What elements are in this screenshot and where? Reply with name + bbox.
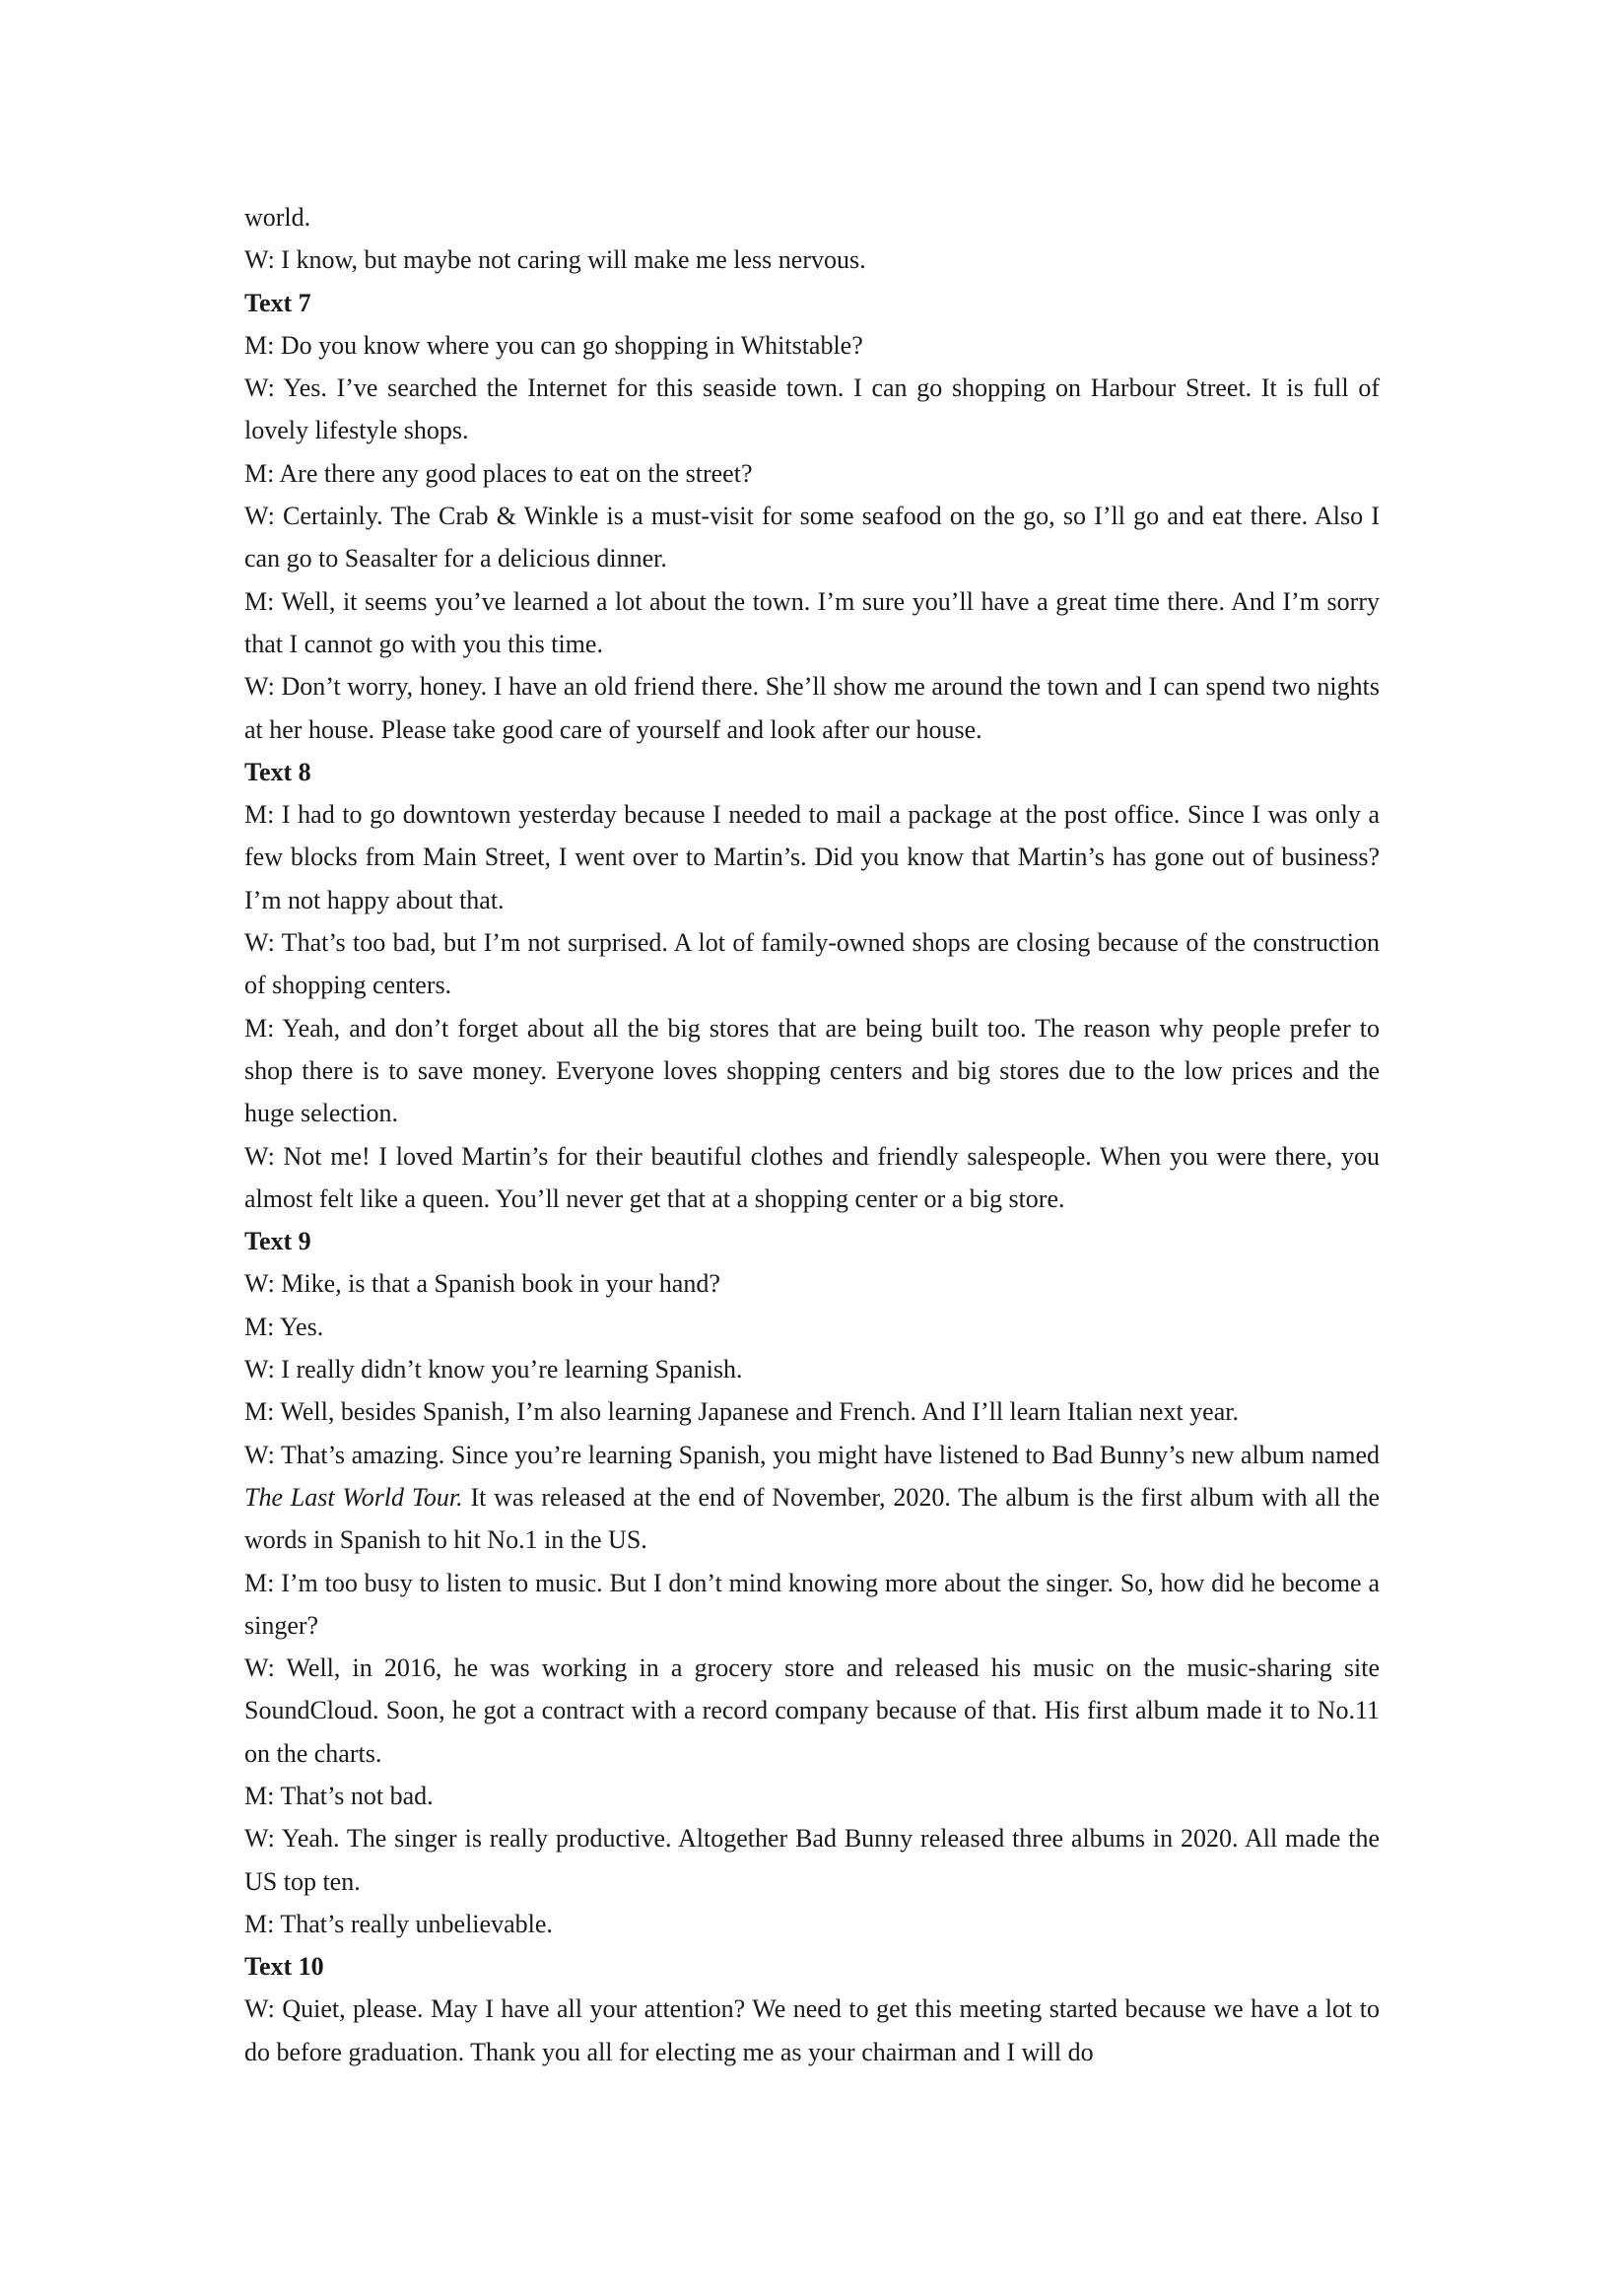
paragraph: M: That’s really unbelievable. xyxy=(244,1909,553,1938)
paragraph: M: Are there any good places to eat on the street? xyxy=(244,458,753,488)
paragraph: W: Mike, is that a Spanish book in your hand? xyxy=(244,1269,720,1299)
paragraph: W: Well, in 2016, he was working in a grocery store and released his music on the music-sharing site SoundCloud. Soon, he got a contract with a record company because of that. His first album made it to No.11 on the charts. xyxy=(244,1653,1380,1768)
album-title: The Last World Tour. xyxy=(244,1482,463,1512)
section-heading-text-7: Text 7 xyxy=(244,288,311,317)
section-heading-text-10: Text 10 xyxy=(244,1952,324,1982)
paragraph: W: I really didn’t know you’re learning Spanish. xyxy=(244,1355,743,1384)
document-page xyxy=(244,196,1380,2073)
paragraph-text-before: W: That’s amazing. Since you’re learning Spanish, you might have listened to Bad Bunny’s new album named xyxy=(244,1440,1380,1469)
paragraph: W: Don’t worry, honey. I have an old friend there. She’ll show me around the town and I can spend two nights at her house. Please take good care of yourself and look after our house. xyxy=(244,672,1380,744)
paragraph: W: Yes. I’ve searched the Internet for this seaside town. I can go shopping on Harbour Street. It is full of lovely lifestyle shops. xyxy=(244,373,1380,445)
paragraph: M: Do you know where you can go shopping in Whitstable? xyxy=(244,330,863,360)
paragraph: M: That’s not bad. xyxy=(244,1781,434,1810)
paragraph-text-after: It was released at the end of November, 2020. The album is the first album with all the words in Spanish to hit No.1 in the US. xyxy=(244,1482,1380,1555)
paragraph: W: Yeah. The singer is really productive. Altogether Bad Bunny released three albums in 2020. All made the US top ten. xyxy=(244,1824,1380,1896)
paragraph: world. xyxy=(244,203,311,232)
paragraph-with-album-title xyxy=(244,1434,1380,1562)
paragraph: W: That’s too bad, but I’m not surprised. A lot of family-owned shops are closing because of the construction of shopping centers. xyxy=(244,928,1380,1000)
paragraph: M: Yeah, and don’t forget about all the big stores that are being built too. The reason why people prefer to shop there is to save money. Everyone loves shopping centers and big stores due to the low prices and the huge selection. xyxy=(244,1013,1380,1128)
paragraph: M: I had to go downtown yesterday because I needed to mail a package at the post office. Since I was only a few blocks from Main Street, I went over to Martin’s. Did you know that Martin’s has gone out of business? I’m not happy about that. xyxy=(244,800,1380,914)
paragraph: M: Well, besides Spanish, I’m also learning Japanese and French. And I’ll learn Italian next year. xyxy=(244,1397,1239,1427)
section-heading-text-9: Text 9 xyxy=(244,1227,311,1256)
section-heading-text-8: Text 8 xyxy=(244,757,311,786)
paragraph: W: Quiet, please. May I have all your attention? We need to get this meeting started because we have a lot to do before graduation. Thank you all for electing me as your chairman and I will do xyxy=(244,1994,1380,2066)
paragraph: W: I know, but maybe not caring will make me less nervous. xyxy=(244,245,866,275)
paragraph: M: Yes. xyxy=(244,1312,324,1341)
paragraph: M: Well, it seems you’ve learned a lot about the town. I’m sure you’ll have a great time there. And I’m sorry that I cannot go with you this time. xyxy=(244,586,1380,658)
paragraph: W: Certainly. The Crab & Winkle is a must-visit for some seafood on the go, so I’ll go and eat there. Also I can go to Seasalter for a delicious dinner. xyxy=(244,502,1380,574)
paragraph: W: Not me! I loved Martin’s for their beautiful clothes and friendly salespeople. When you were there, you almost felt like a queen. You’ll never get that at a shopping center or a big store. xyxy=(244,1141,1380,1213)
paragraph: M: I’m too busy to listen to music. But I don’t mind knowing more about the singer. So, how did he become a singer? xyxy=(244,1568,1380,1640)
